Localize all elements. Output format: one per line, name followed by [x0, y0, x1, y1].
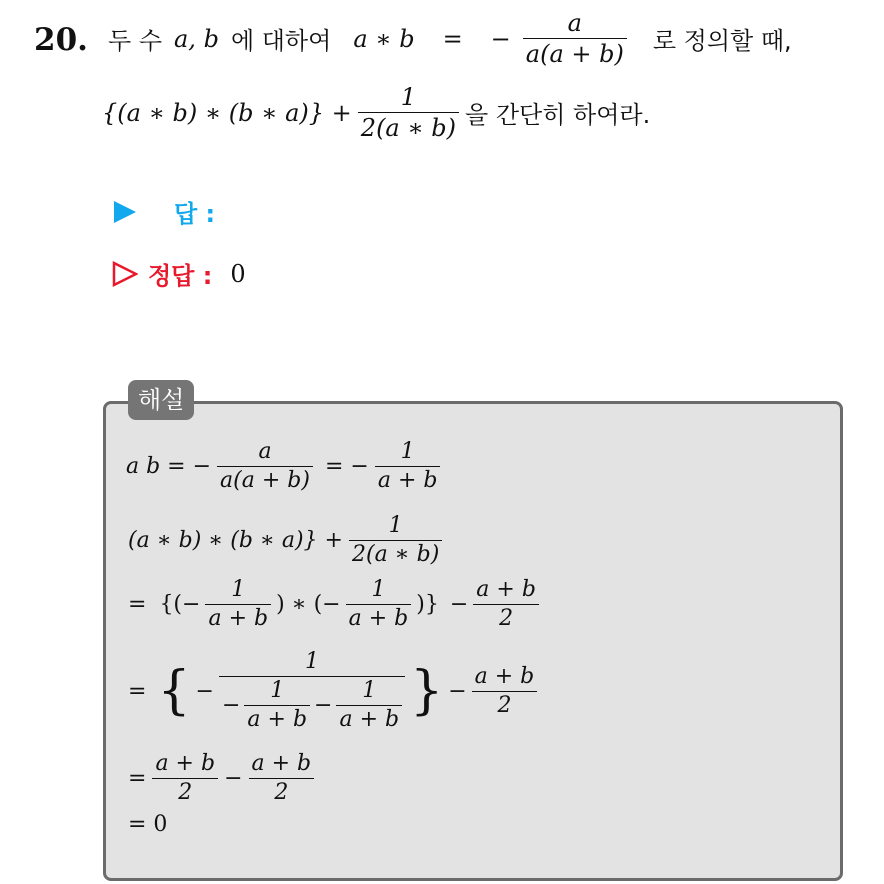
sol1-lhs: a b = −: [126, 454, 212, 480]
sol3-num3: a + b: [476, 577, 536, 602]
sol3-minus: −: [449, 592, 469, 618]
definition-fraction: [523, 10, 627, 68]
sol3-den3: 2: [473, 604, 539, 631]
solution-line-5: [128, 752, 314, 805]
sol3-close: )}: [416, 592, 439, 618]
correct-answer-row: [112, 256, 246, 291]
definition-numerator: a: [567, 9, 582, 37]
definition-equals: =: [442, 24, 463, 53]
play-arrow-icon: [112, 199, 138, 225]
question-number: 20.: [34, 22, 88, 58]
sol4-inner-fraction-2: [336, 679, 402, 732]
sol5-num1: a + b: [155, 751, 216, 776]
sol4-inner-minus: −: [314, 692, 333, 718]
sol5-fraction-1: [152, 752, 218, 805]
question-line-1: [108, 10, 792, 68]
sol4-inner-num1: 1: [270, 678, 285, 704]
solution-line-4: [128, 650, 537, 733]
sol4-big-num: 1: [305, 649, 320, 674]
sol3-num1: 1: [231, 577, 246, 602]
sol5-eq: =: [128, 766, 147, 792]
sol3-num2: 1: [371, 577, 386, 602]
sol4-right-brace: }: [410, 661, 444, 722]
sol3-fraction-3: [473, 578, 539, 631]
solution-line-2: [128, 514, 442, 567]
sol5-minus: −: [224, 766, 243, 792]
sol2-lhs: (a ∗ b) ∗ (b ∗ a)} +: [128, 528, 343, 554]
sol4-big-den: [219, 676, 405, 732]
sol5-den2: 2: [249, 778, 315, 805]
sol2-num: 1: [388, 513, 403, 538]
expression-denominator: 2(a ∗ b): [358, 112, 459, 141]
sol3-open: {(−: [159, 592, 201, 618]
sol4-inner-neg: −: [221, 692, 241, 718]
sol3-den1: a + b: [205, 604, 271, 631]
sol5-fraction-2: [249, 752, 315, 805]
solution-line-1: [126, 440, 440, 493]
sol5-den1: 2: [152, 778, 218, 805]
sol3-fraction-1: [205, 578, 271, 631]
question-intro: 두 수: [108, 27, 162, 56]
definition-lhs: a ∗ b: [353, 24, 415, 53]
question-vars: a, b: [174, 24, 219, 53]
sol3-den2: a + b: [346, 604, 412, 631]
question-for-text: 에 대하여: [230, 27, 332, 56]
sol5-num2: a + b: [251, 751, 312, 776]
sol4-inner-den2: a + b: [336, 705, 402, 732]
sol1-den1: a(a + b): [217, 466, 313, 493]
sol4-den3: 2: [472, 691, 538, 718]
solution-line-6: = 0: [128, 812, 168, 837]
question-line-2: [102, 84, 650, 142]
definition-denominator: a(a + b): [523, 38, 627, 67]
sol4-neg: −: [195, 678, 214, 704]
expression-numerator: 1: [400, 83, 417, 111]
correct-answer-label: 정답 :: [148, 262, 213, 290]
answer-label: 답 :: [174, 200, 216, 228]
sol3-eq: =: [128, 592, 147, 618]
sol3-mid: ) ∗ (−: [276, 592, 341, 618]
sol2-fraction: [349, 514, 442, 567]
sol4-inner-num2: 1: [362, 678, 377, 704]
solution-line-3: [128, 578, 539, 631]
sol3-fraction-2: [346, 578, 412, 631]
sol1-fraction-1: [217, 440, 313, 493]
question-instruction: 을 간단히 하여라.: [465, 101, 651, 130]
answer-row: [112, 194, 215, 229]
sol1-num1: a: [258, 439, 272, 464]
sol4-fraction-3: [472, 665, 538, 718]
sol4-left-brace: {: [157, 661, 191, 722]
correct-answer-value: 0: [230, 259, 246, 288]
question-define-text: 로 정의할 때,: [652, 27, 792, 56]
sol4-compound-fraction: [219, 650, 405, 733]
expression-fraction: [358, 84, 459, 142]
outline-arrow-icon: [112, 261, 138, 287]
sol1-fraction-2: [375, 440, 441, 493]
sol4-num3: a + b: [474, 663, 535, 689]
definition-minus: −: [490, 24, 511, 53]
solution-label: 해설: [128, 380, 194, 420]
sol1-den2: a + b: [375, 466, 441, 493]
sol4-eq: =: [128, 678, 147, 704]
sol1-num2: 1: [400, 439, 415, 464]
sol2-den: 2(a ∗ b): [349, 540, 442, 567]
sol4-inner-fraction-1: [244, 679, 310, 732]
sol4-inner-den1: a + b: [244, 705, 310, 732]
sol4-minus: −: [448, 678, 467, 704]
sol1-eq: = −: [324, 454, 369, 480]
expression-lhs: {(a ∗ b) ∗ (b ∗ a)} +: [102, 98, 352, 127]
